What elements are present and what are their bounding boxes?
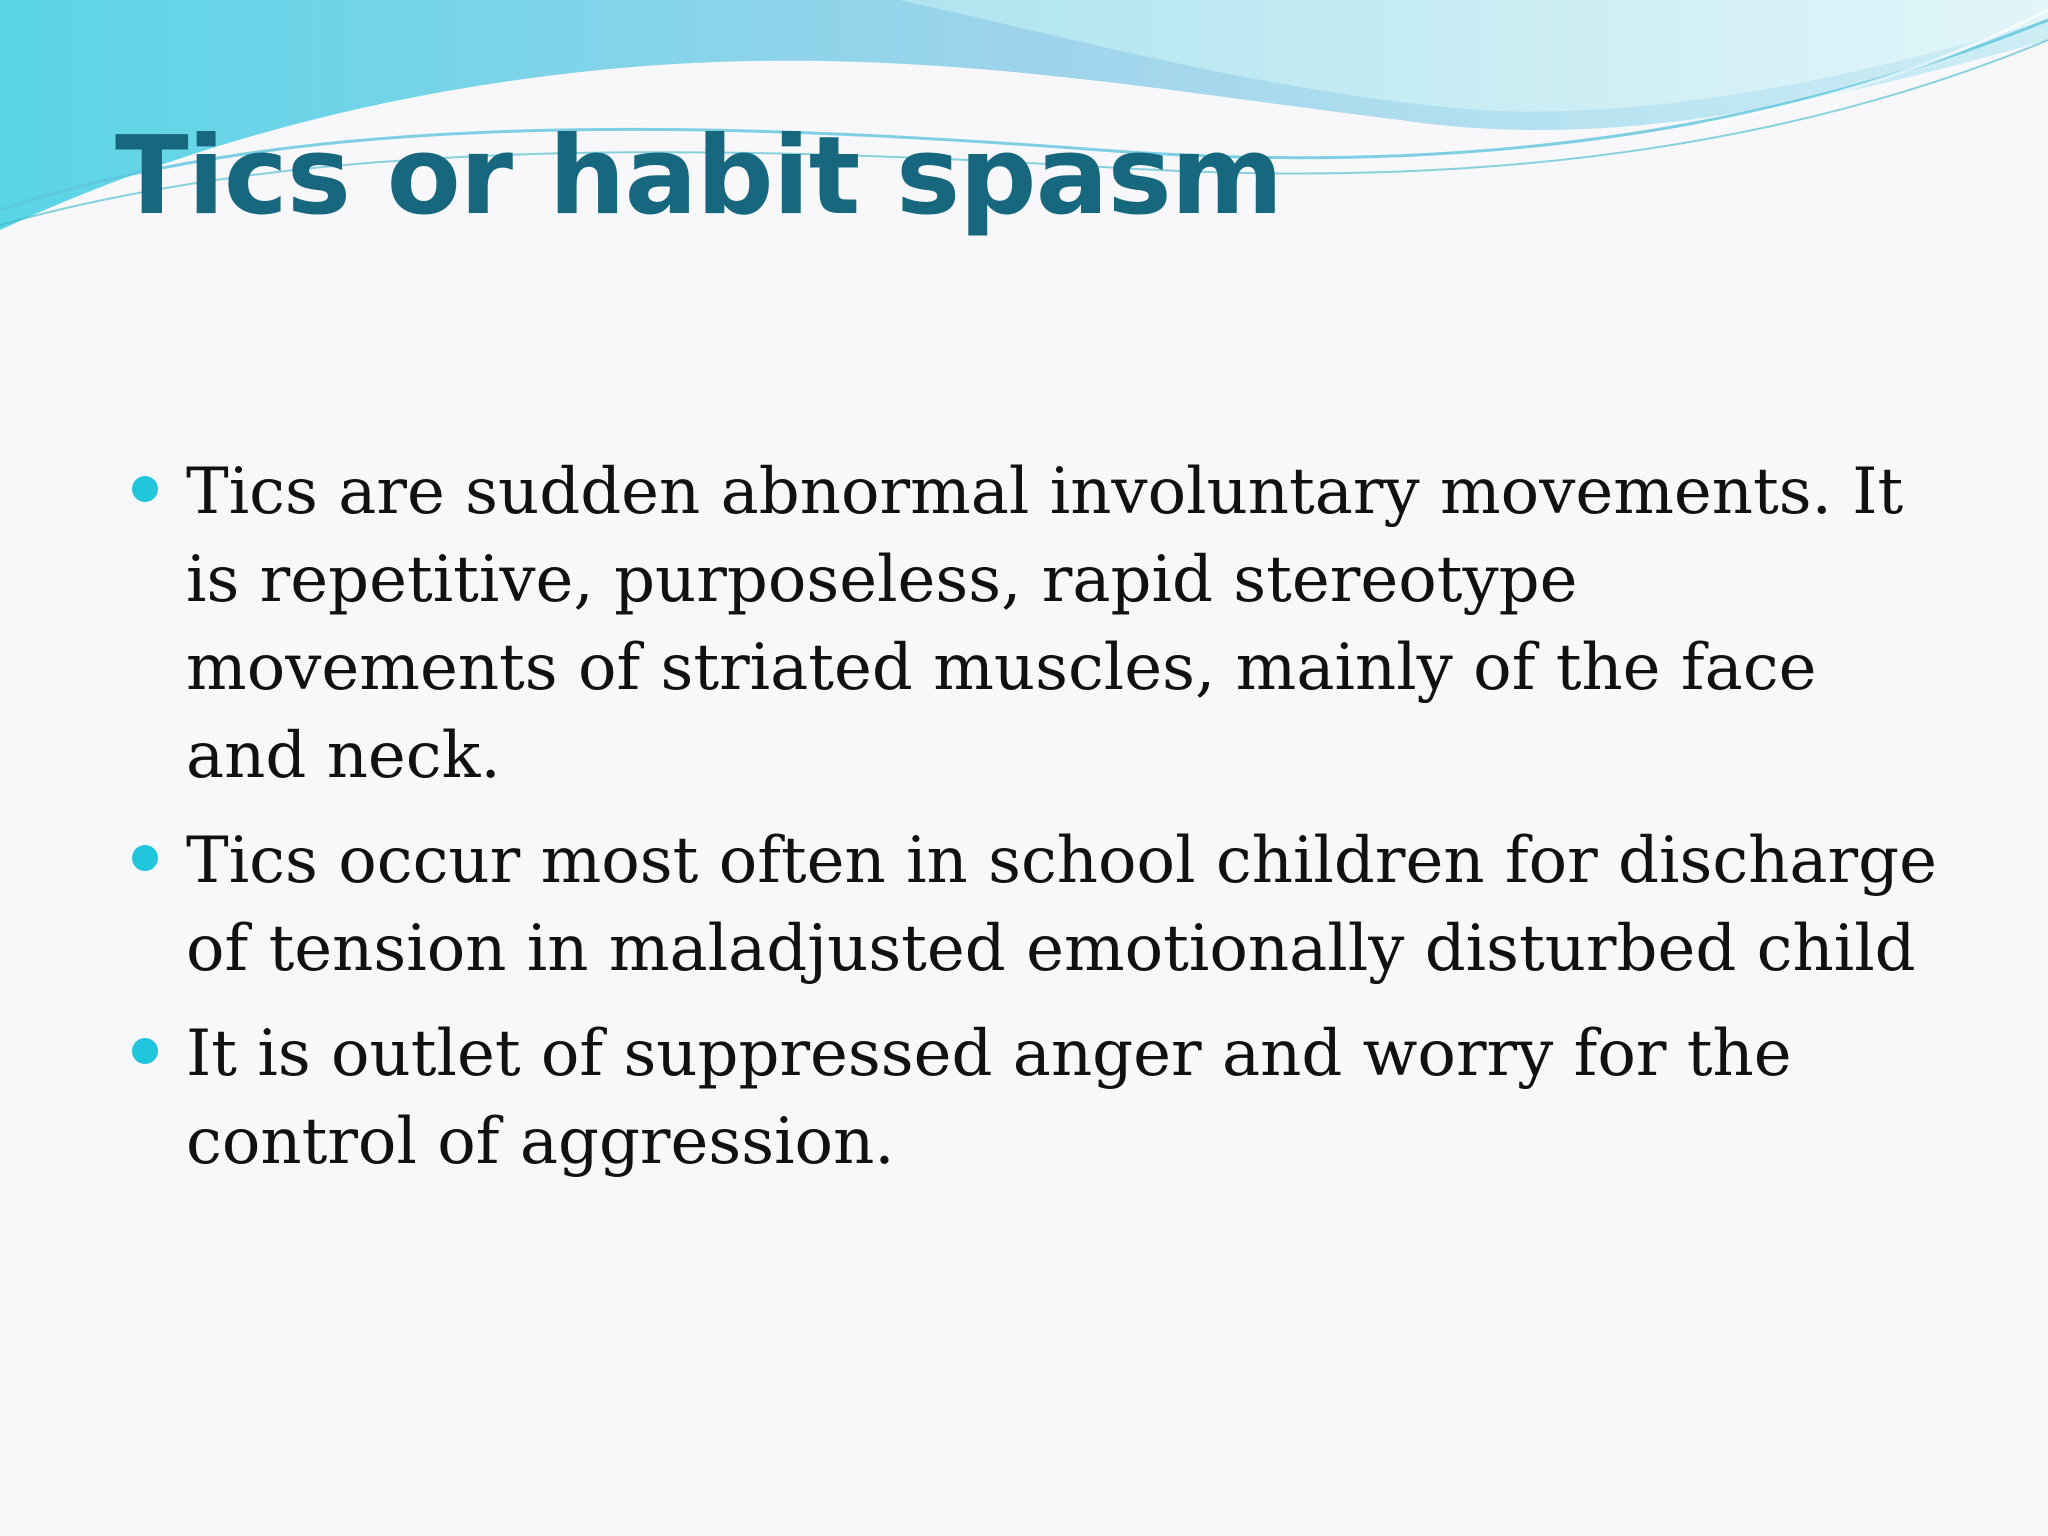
bullet-list — [128, 448, 1948, 1203]
list-item — [128, 448, 1948, 800]
bullet-dot-icon — [132, 476, 158, 502]
bullet-text: Tics are sudden abnormal involuntary movements. It is repetitive, purposeless, rapid stereotype movements of striated muscles, mainly of the face and neck. — [186, 455, 1904, 793]
bullet-text: Tics occur most often in school children for discharge of tension in maladjusted emotionally disturbed child — [186, 824, 1937, 986]
bullet-dot-icon — [132, 845, 158, 871]
slide-title: Tics or habit spasm — [115, 114, 1283, 239]
bullet-dot-icon — [132, 1038, 158, 1064]
list-item — [128, 1010, 1948, 1186]
list-item — [128, 817, 1948, 993]
bullet-text: It is outlet of suppressed anger and worry for the control of aggression. — [186, 1017, 1792, 1179]
